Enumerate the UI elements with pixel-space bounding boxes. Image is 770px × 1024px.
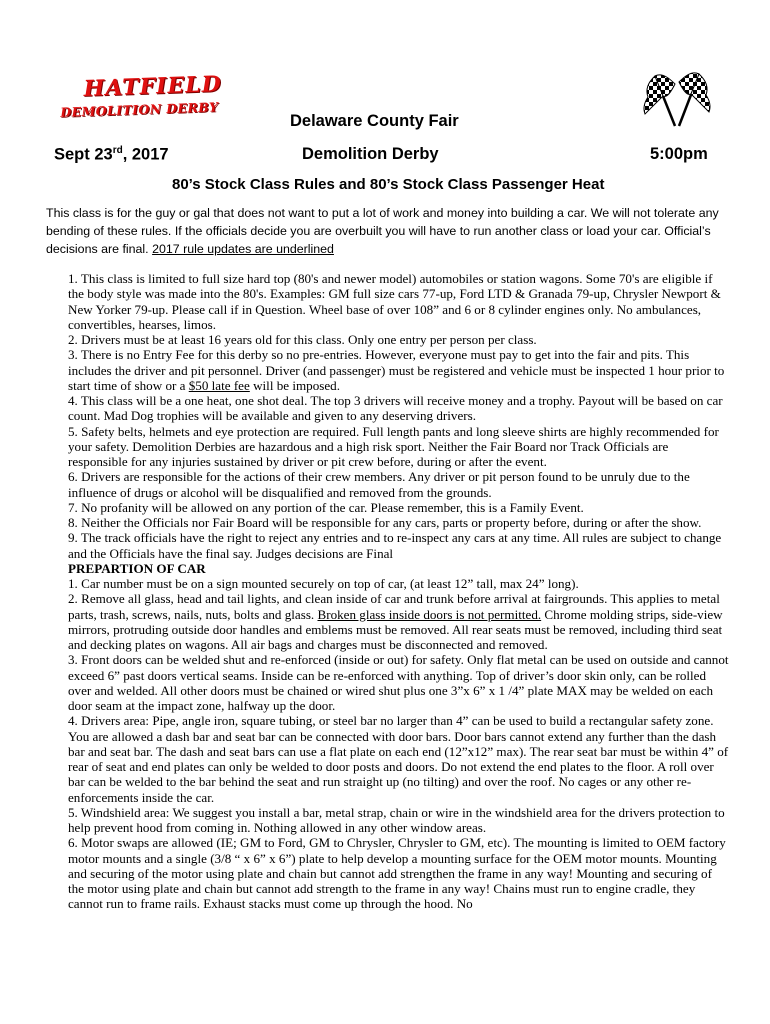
rules-section <box>68 271 730 912</box>
fair-name: Delaware County Fair <box>290 112 459 130</box>
prep-item: 3. Front doors can be welded shut and re-enforced (inside or out) for safety. Only flat metal can be used on outside and cannot exceed 6” past doors vertical seams. Inside can be re-enforced with anything. Top of driver’s door skin only, can be rolled over and welded. All other doors must be chained or wired shut plus one 3”x 6” x 1 /4” plate MAX may be welded on each door seam at the impact zone, halfway up the door. <box>68 652 729 713</box>
prep-text: 2. Remove all glass, head and tail lights, and clean inside of car and trunk before arrival at fairgrounds. This applies to metal parts, trash, screws, nails, nuts, bolts and glass. <box>68 591 720 622</box>
prep-underlined-text: Broken glass inside doors is not permitted. <box>317 606 542 622</box>
prep-item: 6. Motor swaps are allowed (IE; GM to Ford, GM to Chrysler, Chrysler to GM, etc). The mounting is limited to OEM factory motor mounts and a single (3/8 “ x 6” x 6”) plate to help develop a mounting surface for the OEM motor mounts. Mounting and securing of the motor using plate and chain but cannot add strengthen the frame in any way! Mounting and securing of the motor using plate and chain but cannot add strength to the frame in any way! Chains must run to engine cradle, they cannot run to frame rails. Exhaust stacks must come up through the hood. No <box>68 835 726 912</box>
event-name: Demolition Derby <box>302 145 439 163</box>
intro-paragraph <box>46 204 736 258</box>
prep-item <box>68 591 730 652</box>
rule-item: 5. Safety belts, helmets and eye protection are required. Full length pants and long sleeve shirts are highly recommended for your safety. Demolition Derbies are hazardous and a high risk sport. Neither the Fair Board nor Track Officials are responsible for any injuries sustained by driver or pit crew before, during or after the event. <box>68 423 719 469</box>
event-date-suffix: rd <box>112 145 123 156</box>
rule-item: 8. Neither the Officials nor Fair Board will be responsible for any cars, parts or property before, during or after the show. <box>68 515 702 530</box>
prep-text: Chrome molding strips, side-view mirrors, protruding outside door handles and emblems must be removed. All rear seats must be removed, including third seat and decking plates on wagons. All air bags and charges must be disconnected and removed. <box>68 606 723 652</box>
prep-item: 5. Windshield area: We suggest you install a bar, metal strap, chain or wire in the windshield area for the drivers protection to help prevent hood from coming in. Nothing allowed in any other window areas. <box>68 804 725 835</box>
rule-item: 6. Drivers are responsible for the actions of their crew members. Any driver or pit person found to be unruly due to the influence of drugs or alcohol will be disqualified and removed from the grounds. <box>68 469 690 500</box>
prep-item: 4. Drivers area: Pipe, angle iron, square tubing, or steel bar no larger than 4” can be used to build a rectangular safety zone. You are allowed a dash bar and seat bar can be connected with door bars. Door bars cannot extend any further than the dash bar and seat bar. The dash and seat bars can use a flat plate on each end (12”x12” max). The rear seat bar must be within 4” of rear of seat and end plates can only be welded to door posts and doors. Do not extend the end plates to the floor. A roll over bar can be welded to the bar behind the seat and run straight up (no tilting) and over the roof. No cages or any other re-enforcements inside the car. <box>68 713 729 805</box>
rule-item: 7. No profanity will be allowed on any portion of the car. Please remember, this is a Family Event. <box>68 499 584 515</box>
logo-title: HATFIELD <box>83 71 223 102</box>
rule-text: will be imposed. <box>249 377 341 393</box>
rule-item: 4. This class will be a one heat, one shot deal. The top 3 drivers will receive money and a trophy. Payout will be based on car count. Mad Dog trophies will be available and given to any deserving drivers. <box>68 393 723 424</box>
prep-heading: PREPARTION OF CAR <box>68 560 206 576</box>
event-time: 5:00pm <box>650 145 708 163</box>
intro-underlined-note: 2017 rule updates are underlined <box>152 242 334 256</box>
rule-item: 2. Drivers must be at least 16 years old for this class. Only one entry per person per class. <box>68 332 537 347</box>
rule-item: 9. The track officials have the right to reject any entries and to re-inspect any cars at any time. All rules are subject to change and the Officials have the final say. Judges decisions are Final <box>68 530 722 561</box>
hatfield-logo <box>59 71 221 129</box>
document-title: 80’s Stock Class Rules and 80’s Stock Class Passenger Heat <box>172 176 605 193</box>
rule-text: 3. There is no Entry Fee for this derby so no pre-entries. However, everyone must pay to get into the fair and pits. This includes the driver and pit personnel. Driver (and passenger) must be registered and vehicle must be inspected 1 hour prior to start time of show or a <box>68 347 725 393</box>
prep-item: 1. Car number must be on a sign mounted securely on top of car, (at least 12” tall, max 24” long). <box>68 576 579 591</box>
event-date-day: Sept 23 <box>54 145 113 164</box>
checkered-flags-icon <box>641 70 713 128</box>
event-date-year: , 2017 <box>122 145 169 164</box>
rule-item <box>68 347 730 393</box>
event-date <box>54 145 169 165</box>
rule-item: 1. This class is limited to full size hard top (80's and newer model) automobiles or station wagons. Some 70's are eligible if the body style was made into the 80's. Examples: GM full size cars 77-up, Ford LTD & Granada 79-up, Chrysler Newport & New Yorker 79-up. Please call if in Question. Wheel base of over 108” and 6 or 8 cylinder engines only. No ambulances, convertibles, hearses, limos. <box>68 271 721 332</box>
intro-text: This class is for the guy or gal that does not want to put a lot of work and money into building a car. We will not tolerate any bending of these rules. If the officials decide you are overbuilt you will have to run another class or load your car. Official’s decisions are final. <box>46 206 719 256</box>
logo-subtitle: DEMOLITION DERBY <box>60 99 219 120</box>
rule-underlined-text: $50 late fee <box>188 377 250 393</box>
